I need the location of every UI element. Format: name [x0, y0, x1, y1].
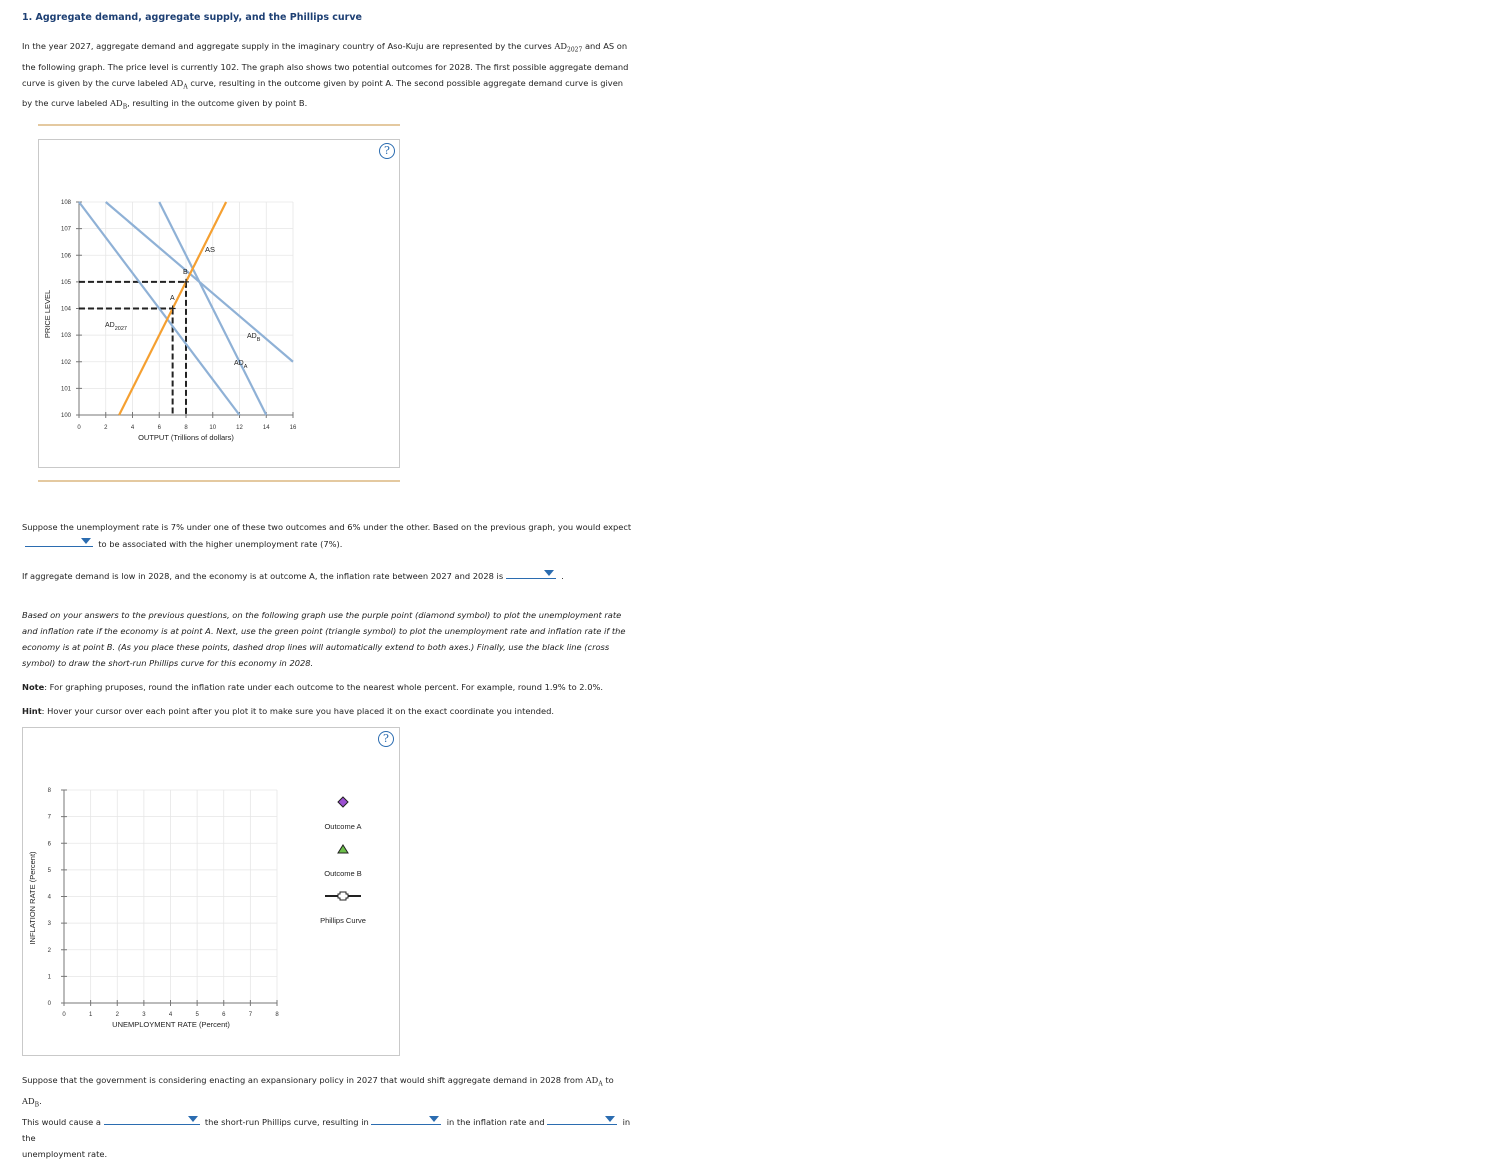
note-label: Note — [22, 682, 45, 692]
y-tick-label: 102 — [60, 359, 71, 366]
phillips-curve-label: Phillips Curve — [320, 916, 366, 925]
x-tick-label: 7 — [248, 1012, 253, 1018]
x-tick-label: 16 — [289, 425, 297, 431]
instructions: Based on your answers to the previous questions, on the following graph use the purple point (diamond symbol) to plot the unemployment rate and inflation rate if the economy is at point A. Next, use the green point (triangle symbol) to plot the unemployment rate and inflation rate if the economy is at point B. (As you place these points, dashed drop lines will automatically extend to both axes.) Finally, use the black line (cross symbol) to draw the short-run Phillips curve for this economy in 2028. — [22, 610, 626, 668]
question-3: Suppose that the government is considering enacting an expansionary policy in 2027 that would shift aggregate demand in 2028 from $AD_A$ to $AD_B$. This would cause a the short-run Phillips curve, resulting in in the inflation rate and in the unemployment rate. — [22, 1075, 631, 1160]
x-tick-label: 1 — [88, 1012, 93, 1018]
ad-as-graph — [39, 140, 399, 467]
y-tick-label: 2 — [47, 947, 51, 954]
q3-text-3: the short-run Phillips curve, resulting in — [204, 1117, 369, 1128]
hint — [22, 703, 634, 719]
y-tick-label: 0 — [47, 1001, 51, 1007]
y-tick-label: 100 — [60, 413, 71, 419]
y-tick-label: 101 — [60, 386, 71, 393]
ada-symbol: $AD_A$ — [585, 1075, 603, 1088]
y-axis-label: PRICE LEVEL — [43, 289, 52, 339]
ada-label: $AD_A$ — [234, 360, 248, 370]
tick-labels — [48, 788, 280, 1018]
x-tick-label: 6 — [157, 425, 161, 431]
chevron-down-icon — [188, 1116, 198, 1122]
x-tick-label: 2 — [104, 425, 108, 431]
q3-text-1: Suppose that the government is considering enacting an expansionary policy in 2027 that would shift aggregate demand in 2028 from — [22, 1075, 584, 1085]
y-tick-label: 5 — [47, 867, 51, 874]
point-b-label: B — [183, 269, 188, 276]
x-tick-label: 4 — [168, 1012, 173, 1018]
diamond-icon[interactable] — [323, 794, 363, 810]
intro-text-4: , resulting in the outcome given by point B. — [127, 98, 308, 109]
q3-text-6: unemployment rate. — [22, 1149, 108, 1160]
axes — [61, 790, 277, 1006]
chevron-down-icon — [605, 1116, 615, 1122]
tick-labels — [61, 200, 297, 431]
x-tick-label: 5 — [195, 1012, 199, 1018]
x-tick-label: 8 — [184, 425, 188, 431]
divider-top — [38, 124, 400, 126]
x-tick-label: 14 — [262, 425, 270, 431]
x-tick-label: 10 — [209, 425, 217, 431]
intro-text-2: and AS on the following graph. The price level is currently 102. The graph also shows two potential outcomes for 2028. The first possible aggregate demand curve is given by the curve labeled — [22, 41, 629, 88]
note — [22, 679, 634, 695]
x-axis-label: UNEMPLOYMENT RATE (Percent) — [112, 1020, 230, 1029]
y-tick-label: 106 — [60, 253, 71, 260]
triangle-icon[interactable] — [323, 841, 363, 857]
chevron-down-icon — [81, 538, 91, 544]
y-tick-label: 105 — [60, 279, 71, 286]
y-tick-label: 8 — [47, 788, 51, 794]
q3-text-2: This would cause a — [22, 1117, 101, 1128]
x-axis-label: OUTPUT (Trillions of dollars) — [138, 433, 234, 442]
phillips-graph-panel — [22, 727, 400, 1056]
x-tick-label: 6 — [222, 1012, 226, 1018]
x-tick-label: 3 — [142, 1012, 146, 1018]
intro-text-3: curve, resulting in the outcome given by point A. The second possible aggregate demand curve is given by the curve labeled — [22, 77, 624, 109]
q3-dropdown-3[interactable] — [547, 1113, 617, 1125]
y-tick-label: 3 — [47, 921, 51, 928]
adb-symbol: $AD_B$ — [22, 1095, 40, 1109]
y-tick-label: 108 — [60, 200, 71, 206]
q3-dropdown-2[interactable] — [371, 1113, 441, 1125]
hint-label: Hint — [22, 706, 42, 716]
intro-paragraph — [22, 38, 634, 116]
x-tick-label: 12 — [236, 425, 243, 431]
chevron-down-icon — [429, 1116, 439, 1122]
x-tick-label: 8 — [275, 1012, 279, 1018]
y-tick-label: 7 — [47, 814, 51, 821]
q2-text-2: . — [561, 571, 564, 581]
page-title: 1. Aggregate demand, aggregate supply, and the Phillips curve — [22, 12, 362, 23]
intro-text-1: In the year 2027, aggregate demand and aggregate supply in the imaginary country of Aso-Kuju are represented by the curves — [22, 41, 552, 51]
question-2 — [22, 567, 634, 584]
q3-text-5: in the — [22, 1117, 631, 1144]
ad-as-graph-panel — [38, 139, 400, 468]
ad2027-label: $AD_{2027}$ — [105, 322, 127, 332]
ad2027-symbol: $AD_{2027}$ — [554, 41, 583, 54]
as-label: AS — [205, 245, 216, 254]
q1-dropdown[interactable] — [25, 535, 93, 547]
y-axis-label: INFLATION RATE (Percent) — [28, 851, 37, 945]
note-text: : For graphing pruposes, round the inflation rate under each outcome to the nearest whole percent. For example, round 1.9% to 2.0%. — [44, 682, 603, 692]
axes — [76, 202, 293, 418]
y-tick-label: 103 — [60, 333, 71, 340]
y-tick-label: 107 — [60, 226, 71, 233]
outcome-a-label: Outcome A — [324, 822, 362, 831]
y-tick-label: 6 — [47, 841, 51, 848]
y-tick-label: 104 — [60, 306, 71, 313]
x-tick-label: 0 — [77, 425, 81, 431]
q1-text-1: Suppose the unemployment rate is 7% under one of these two outcomes and 6% under the other. Based on the previous graph, you would expect — [22, 522, 632, 532]
q2-dropdown[interactable] — [506, 567, 556, 579]
q3-to: to — [605, 1075, 614, 1085]
x-tick-label: 2 — [115, 1012, 119, 1018]
y-tick-label: 1 — [47, 974, 51, 981]
help-icon[interactable]: ? — [378, 731, 394, 747]
x-tick-label: 0 — [62, 1012, 66, 1018]
chevron-down-icon — [544, 570, 554, 576]
gridlines — [64, 790, 277, 1003]
adb-label: $AD_B$ — [247, 333, 261, 343]
adb-symbol: $AD_B$ — [110, 98, 128, 111]
q2-text-1: If aggregate demand is low in 2028, and the economy is at outcome A, the inflation rate between 2027 and 2028 is — [22, 571, 504, 581]
outcome-b-label: Outcome B — [324, 869, 362, 878]
y-tick-label: 4 — [47, 894, 51, 901]
question-1 — [22, 519, 634, 552]
x-tick-label: 4 — [130, 425, 135, 431]
q3-text-4: in the inflation rate and — [446, 1117, 545, 1128]
q3-dropdown-1[interactable] — [104, 1113, 200, 1125]
cross-icon[interactable] — [323, 888, 363, 904]
hint-text: : Hover your cursor over each point after you plot it to make sure you have placed it on the exact coordinate you intended. — [41, 706, 555, 716]
point-a-label: A — [170, 295, 175, 302]
divider-bottom — [38, 480, 400, 482]
help-icon[interactable]: ? — [379, 143, 395, 159]
ada-symbol: $AD_A$ — [170, 77, 188, 91]
q1-text-2: to be associated with the higher unemployment rate (7%). — [98, 539, 343, 549]
